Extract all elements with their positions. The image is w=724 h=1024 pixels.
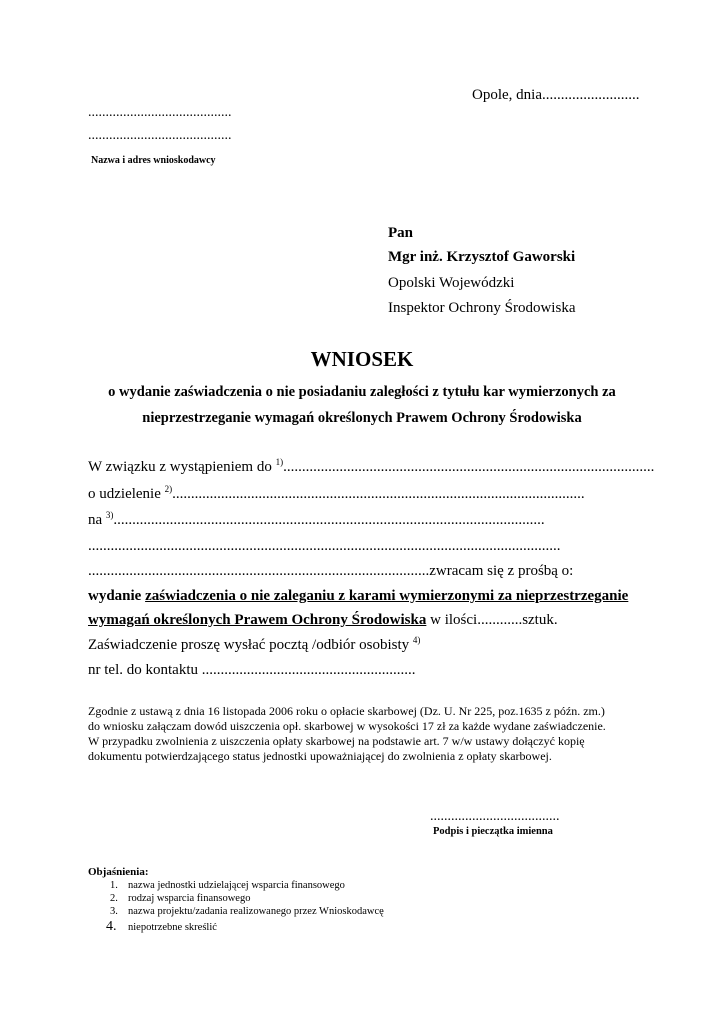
- explanation-text: nazwa jednostki udzielającej wsparcia finansowego: [128, 880, 345, 891]
- signature-label: Podpis i pieczątka imienna: [433, 826, 553, 837]
- body-line-continuation: ..............................................................................................................................: [88, 538, 561, 554]
- footnote-ref-2: 2): [164, 484, 173, 494]
- body-line-project-text: na: [88, 512, 106, 528]
- applicant-label: Nazwa i adres wnioskodawcy: [91, 155, 216, 166]
- explanation-number: 4.: [106, 919, 117, 934]
- explanation-item: [106, 919, 217, 935]
- body-line-certificate-1: [88, 588, 628, 605]
- explanation-item: [110, 880, 345, 891]
- signature-dots: .....................................: [430, 809, 560, 824]
- body-line-support: [88, 486, 585, 503]
- place-and-date: Opole, dnia..........................: [472, 87, 640, 103]
- explanation-text: niepotrzebne skreślić: [128, 922, 217, 933]
- body-line-institution: [88, 459, 654, 476]
- addressee-name: Mgr inż. Krzysztof Gaworski: [388, 249, 576, 265]
- body-line-delivery: [88, 637, 420, 654]
- explanation-text: nazwa projektu/zadania realizowanego przez Wnioskodawcę: [128, 906, 384, 917]
- body-line-phone: nr tel. do kontaktu .........................................................: [88, 662, 416, 678]
- addressee-office-2: Inspektor Ochrony Środowiska: [388, 300, 576, 316]
- footnote-ref-1: 1): [275, 457, 284, 467]
- fill-in-dots: ..............................................................................................................: [172, 486, 585, 502]
- certificate-prefix: wydanie: [88, 588, 146, 604]
- explanations-heading: Objaśnienia:: [88, 866, 149, 878]
- body-line-project: [88, 512, 545, 529]
- applicant-line-2: .........................................: [88, 128, 232, 143]
- footnote-ref-3: 3): [105, 510, 114, 520]
- document-title: WNIOSEK: [310, 347, 414, 371]
- stamp-duty-line-4: dokumentu potwierdzającego status jednostki upoważniającej do zwolnienia z opłaty skarbowej.: [88, 749, 552, 763]
- body-line-request-text: zwracam się z prośbą o:: [429, 563, 574, 579]
- explanation-number: 1.: [110, 880, 118, 891]
- document-subtitle-1: o wydanie zaświadczenia o nie posiadaniu zaległości z tytułu kar wymierzonych za: [108, 384, 616, 400]
- stamp-duty-line-3: W przypadku zwolnienia z uiszczenia opłaty skarbowej na podstawie art. 7 w/w ustawy dołączyć kopię: [88, 734, 585, 748]
- explanation-item: [110, 893, 250, 904]
- delivery-text: Zaświadczenie proszę wysłać pocztą /odbiór osobisty: [88, 637, 413, 653]
- stamp-duty-line-2: do wniosku załączam dowód uiszczenia opł. skarbowej w wysokości 17 zł za każde wydane zaświadczenie.: [88, 719, 606, 733]
- certificate-type-1: zaświadczenia o nie zaleganiu z karami wymierzonymi za nieprzestrzeganie: [145, 588, 629, 604]
- certificate-type-2: wymagań określonych Prawem Ochrony Środowiska: [88, 612, 427, 628]
- addressee-salutation: Pan: [388, 225, 414, 241]
- fill-in-dots: ...................................................................................................................: [113, 512, 545, 528]
- explanation-text: rodzaj wsparcia finansowego: [128, 893, 251, 904]
- explanation-item: [110, 906, 384, 917]
- certificate-quantity: w ilości............sztuk.: [426, 612, 558, 628]
- fill-in-dots: ...........................................................................................: [88, 563, 430, 579]
- footnote-ref-4: 4): [412, 635, 421, 645]
- explanation-number: 2.: [110, 893, 118, 904]
- addressee-office-1: Opolski Wojewódzki: [388, 275, 515, 291]
- explanation-number: 3.: [110, 906, 118, 917]
- fill-in-dots: ...................................................................................................: [283, 459, 655, 475]
- body-line-support-text: o udzielenie: [88, 486, 165, 502]
- applicant-line-1: .........................................: [88, 105, 232, 120]
- body-line-institution-text: W związku z wystąpieniem do: [88, 459, 276, 475]
- stamp-duty-line-1: Zgodnie z ustawą z dnia 16 listopada 2006 roku o opłacie skarbowej (Dz. U. Nr 225, poz.1635 z późn. zm.): [88, 704, 605, 718]
- document-subtitle-2: nieprzestrzeganie wymagań określonych Prawem Ochrony Środowiska: [142, 410, 582, 426]
- body-line-certificate-2: [88, 612, 558, 629]
- body-line-request: [88, 563, 573, 580]
